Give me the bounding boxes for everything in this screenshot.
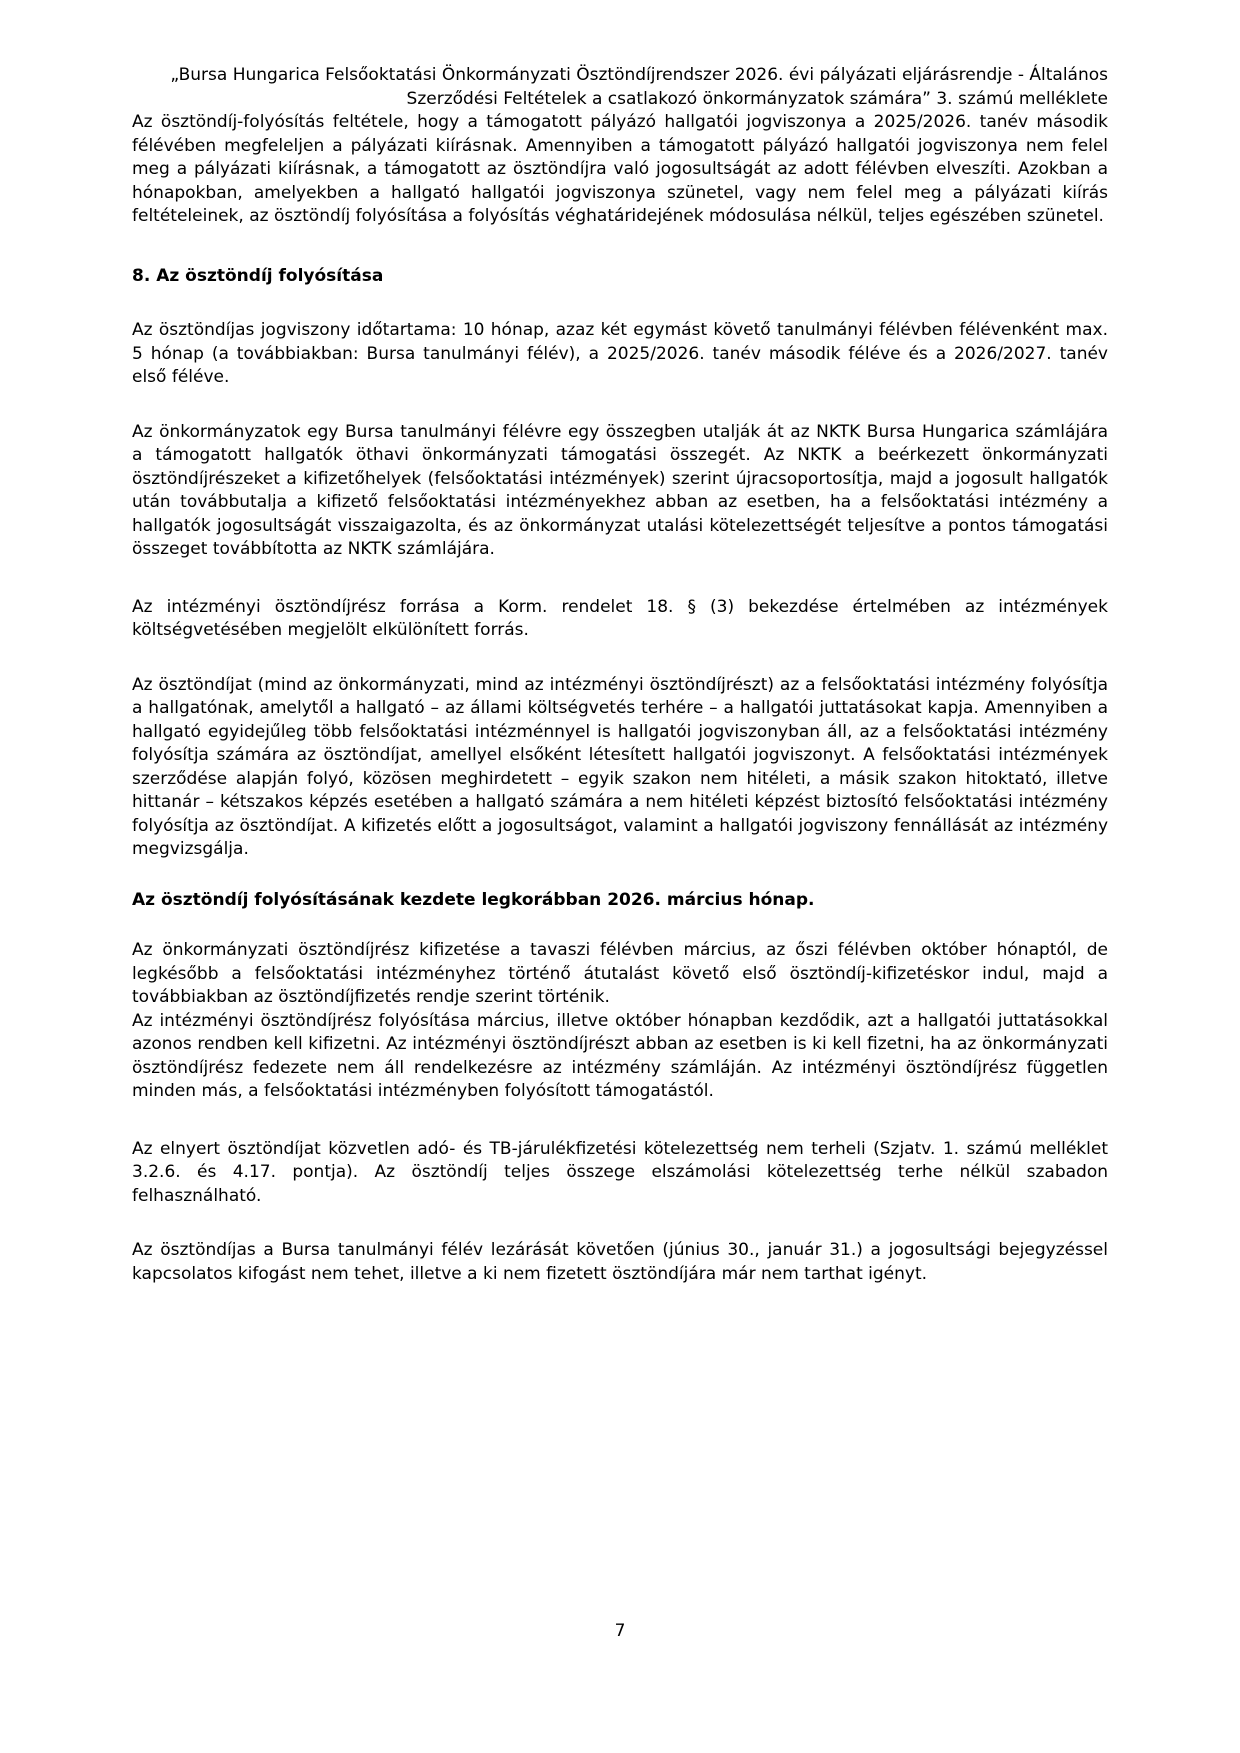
paragraph-payment-condition: Az ösztöndíj-folyósítás feltétele, hogy a támogatott pályázó hallgatói jogviszonya a 2025/2026. tanév második félévében megfeleljen a pályázati kiírásnak. Amennyiben a támogatott pályázó hallgatói jogviszonya nem felel meg a pályázati kiírásnak, a támogatott az ösztöndíjra való jogosultságát az adott félévben elveszíti. Azokban a hónapokban, amelyekben a hallgató hallgatói jogviszonya szünetel, vagy nem felel meg a pályázati kiírás feltételeinek, az ösztöndíj folyósítása a folyósítás véghatáridejének módosulása nélkül, teljes egészében szünetel. xyxy=(132,112,1108,226)
paragraph-scholarship-duration: Az ösztöndíjas jogviszony időtartama: 10 hónap, azaz két egymást követő tanulmányi félévben félévenként max. 5 hónap (a továbbiakban: Bursa tanulmányi félév), a 2025/2026. tanév második féléve és a 2026/2027. tanév első féléve. xyxy=(132,320,1108,387)
paragraph-municipal-transfer: Az önkormányzatok egy Bursa tanulmányi félévre egy összegben utalják át az NKTK Bursa Hungarica számlájára a támogatott hallgatók öthavi önkormányzati támogatási összegét. Az NKTK a beérkezett önkormányzati ösztöndíjrészeket a kifizetőhelyek (felsőoktatási intézmények) szerint újracsoportosítja, majd a jogosult hallgatók után továbbutalja a kifizető felsőoktatási intézményekhez abban az esetben, ha a felsőoktatási intézmény a hallgatók jogosultságát visszaigazolta, és az önkormányzat utalási kötelezettségét teljesítve a pontos támogatási összeget továbbította az NKTK számlájára. xyxy=(132,421,1108,559)
paragraph-municipal-part-payment: Az önkormányzati ösztöndíjrész kifizetése a tavaszi félévben március, az őszi félévben október hónaptól, de legkésőbb a felsőoktatási intézményhez történő átutalást követő első ösztöndíj-kifizetéskor indul, majd a továbbiakban az ösztöndíjfizetés rendje szerint történik. xyxy=(132,940,1108,1007)
paragraph-disbursing-institution: Az ösztöndíjat (mind az önkormányzati, mind az intézményi ösztöndíjrészt) az a felsőoktatási intézmény folyósítja a hallgatónak, amelytől a hallgató – az állami költségvetés terhére – a hallgatói juttatásokat kapja. Amennyiben a hallgató egyidejűleg több felsőoktatási intézménnyel is hallgatói jogviszonyban áll, az a felsőoktatási intézmény folyósítja számára az ösztöndíjat, amellyel elsőként létesített hallgatói jogviszonyt. A felsőoktatási intézmények szerződése alapján folyó, közösen meghirdetett – egyik szakon nem hitéleti, a másik szakon hitoktató, illetve hittanár – kétszakos képzés esetében a hallgató számára a nem hitéleti képzést biztosító felsőoktatási intézmény folyósítja az ösztöndíjat. A kifizetés előtt a jogosultságot, valamint a hallgatói jogviszony fennállását az intézmény megvizsgálja. xyxy=(132,674,1108,859)
paragraph-objection-deadline: Az ösztöndíjas a Bursa tanulmányi félév lezárását követően (június 30., január 31.) a jogosultsági bejegyzéssel kapcsolatos kifogást nem tehet, illetve a ki nem fizetett ösztöndíjára már nem tarthat igényt. xyxy=(132,1240,1108,1284)
paragraph-tax-exemption: Az elnyert ösztöndíjat közvetlen adó- és TB-járulékfizetési kötelezettség nem terheli (Szjatv. 1. számú melléklet 3.2.6. és 4.17. pontja). Az ösztöndíj teljes összege elszámolási kötelezettség terhe nélkül szabadon felhasználható. xyxy=(132,1138,1108,1206)
section-heading-8-osztondij-folyositasa: 8. Az ösztöndíj folyósítása xyxy=(132,265,384,286)
document-title-header: „Bursa Hungarica Felsőoktatási Önkormányzati Ösztöndíjrendszer 2026. évi pályázati eljárásrendje - Általános Szerződési Feltételek a csatlakozó önkormányzatok számára” 3. számú melléklete xyxy=(170,65,1108,109)
paragraph-institutional-source: Az intézményi ösztöndíjrész forrása a Korm. rendelet 18. § (3) bekezdése értelmében az intézmények költségvetésében megjelölt elkülönített forrás. xyxy=(132,596,1108,640)
page-number: 7 xyxy=(614,1621,626,1641)
heading-disbursement-start: Az ösztöndíj folyósításának kezdete legkorábban 2026. március hónap. xyxy=(132,889,815,910)
paragraph-institutional-part-payment: Az intézményi ösztöndíjrész folyósítása március, illetve október hónapban kezdődik, azt a hallgatói juttatásokkal azonos rendben kell kifizetni. Az intézményi ösztöndíjrészt abban az esetben is ki kell fizetni, ha az önkormányzati ösztöndíjrész fedezete nem áll rendelkezésre az intézmény számláján. Az intézményi ösztöndíjrész független minden más, a felsőoktatási intézményben folyósított támogatástól. xyxy=(132,1010,1108,1101)
